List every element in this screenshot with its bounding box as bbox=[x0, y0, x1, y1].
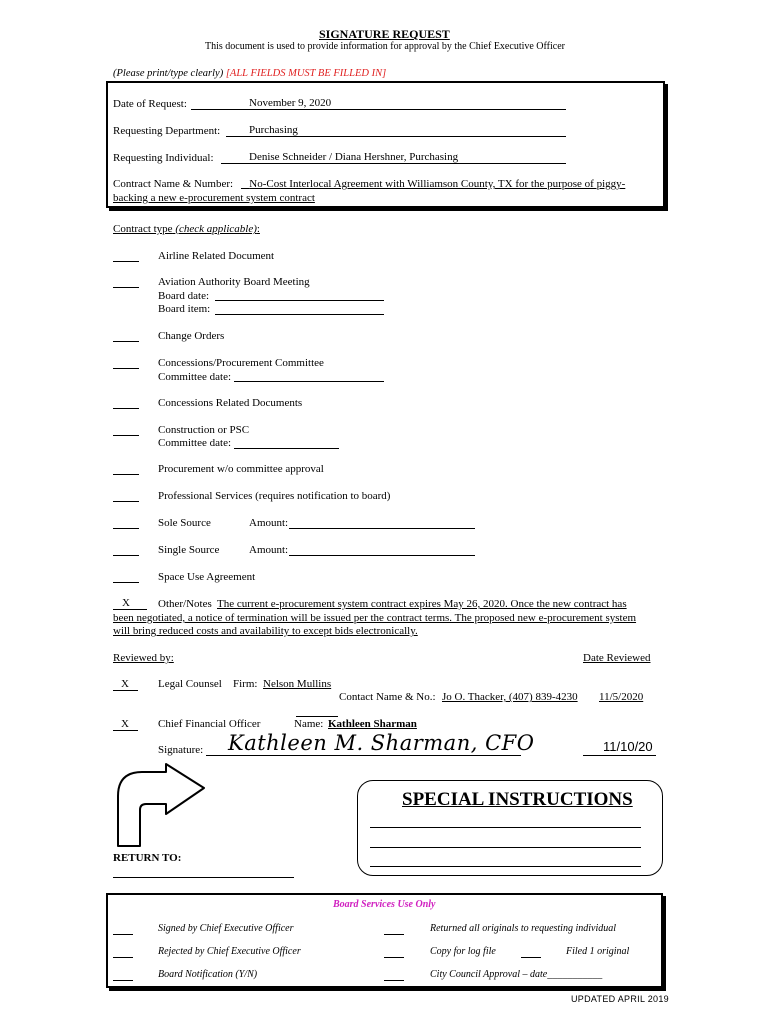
firm-value[interactable]: Nelson Mullins bbox=[263, 678, 332, 690]
cfo-signature: Kathleen M. Sharman, CFO bbox=[228, 731, 535, 755]
construction-committee-date-label: Committee date: bbox=[158, 437, 232, 449]
checkbox-single-source[interactable] bbox=[113, 555, 139, 556]
checkbox-returned-originals[interactable] bbox=[384, 934, 404, 935]
item-airline-label: Airline Related Document bbox=[158, 250, 275, 262]
other-notes-label: Other/Notes bbox=[158, 598, 212, 610]
contract-type-heading-text: Contract type bbox=[113, 223, 173, 235]
single-source-amount-field[interactable] bbox=[289, 555, 475, 556]
requesting-individual-label: Requesting Individual: bbox=[113, 152, 214, 164]
cfo-name-label: Name: bbox=[294, 718, 324, 730]
sole-source-amount-field[interactable] bbox=[289, 528, 475, 529]
item-single-source-label: Single Source bbox=[158, 544, 220, 556]
board-services-title: Board Services Use Only bbox=[333, 899, 436, 910]
concessions-committee-date-field[interactable] bbox=[234, 381, 384, 382]
checkbox-change-orders[interactable] bbox=[113, 341, 139, 342]
required-note: [ALL FIELDS MUST BE FILLED IN] bbox=[225, 68, 387, 79]
item-space-use-label: Space Use Agreement bbox=[158, 571, 256, 583]
contract-type-heading-note: (check applicable) bbox=[175, 223, 257, 235]
city-council-label: City Council Approval – date___________ bbox=[430, 969, 603, 980]
item-procurement-no-committee-label: Procurement w/o committee approval bbox=[158, 463, 324, 475]
filed-original-label: Filed 1 original bbox=[566, 946, 630, 957]
checkbox-city-council[interactable] bbox=[384, 980, 404, 981]
cfo-date-field[interactable] bbox=[583, 755, 656, 756]
contract-name-value-line2[interactable]: backing a new e-procurement system contract bbox=[113, 192, 315, 204]
other-notes-line2[interactable]: been negotiated, a notice of termination will be issued per the contract terms. The proposed new e-procurement system bbox=[113, 612, 637, 624]
other-notes-mark: X bbox=[122, 597, 130, 609]
checkbox-cfo[interactable] bbox=[113, 718, 138, 731]
checkbox-signed-ceo[interactable] bbox=[113, 934, 133, 935]
special-instructions-title: SPECIAL INSTRUCTIONS bbox=[402, 789, 633, 810]
checkbox-space-use[interactable] bbox=[113, 582, 139, 583]
print-note-text: (Please print/type clearly) bbox=[113, 68, 224, 79]
board-date-field[interactable] bbox=[215, 300, 384, 301]
item-aviation-board-label: Aviation Authority Board Meeting bbox=[158, 276, 310, 288]
contract-name-value-text: No-Cost Interlocal Agreement with Williamson County, TX for the purpose of piggy- bbox=[249, 178, 626, 190]
rejected-ceo-label: Rejected by Chief Executive Officer bbox=[158, 946, 301, 957]
other-notes-line1[interactable]: The current e-procurement system contract expires May 26, 2020. Once the new contract has bbox=[217, 598, 627, 610]
checkbox-airline[interactable] bbox=[113, 261, 139, 262]
item-professional-services-label: Professional Services (requires notification to board) bbox=[158, 490, 391, 502]
legal-review-date[interactable]: 11/5/2020 bbox=[599, 691, 644, 703]
item-change-orders-label: Change Orders bbox=[158, 330, 225, 342]
checkbox-other-notes[interactable] bbox=[113, 597, 147, 610]
cfo-mark: X bbox=[121, 718, 129, 730]
requesting-department-label: Requesting Department: bbox=[113, 125, 221, 137]
cfo-label: Chief Financial Officer bbox=[158, 718, 261, 730]
return-to-field[interactable] bbox=[113, 877, 294, 878]
board-item-field[interactable] bbox=[215, 314, 384, 315]
contract-type-heading-colon: : bbox=[256, 223, 260, 235]
checkbox-concessions-docs[interactable] bbox=[113, 408, 139, 409]
checkbox-sole-source[interactable] bbox=[113, 528, 139, 529]
item-sole-source-label: Sole Source bbox=[158, 517, 211, 529]
firm-label: Firm: bbox=[233, 678, 258, 690]
other-notes-line3[interactable]: will bring reduced costs and availability to except bids electronically. bbox=[113, 625, 418, 637]
contact-name-label: Contact Name & No.: bbox=[339, 691, 436, 703]
return-to-label: RETURN TO: bbox=[113, 852, 182, 864]
return-arrow-icon bbox=[112, 762, 212, 862]
returned-originals-label: Returned all originals to requesting individual bbox=[430, 923, 617, 934]
document-subtitle: This document is used to provide information for approval by the Chief Executive Officer bbox=[205, 41, 565, 52]
special-instructions-line-1[interactable] bbox=[370, 827, 641, 828]
checkbox-aviation-board[interactable] bbox=[113, 287, 139, 288]
sole-source-amount-label: Amount: bbox=[249, 517, 289, 529]
checkbox-legal-counsel[interactable] bbox=[113, 678, 138, 691]
cfo-name-value[interactable]: Kathleen Sharman bbox=[328, 718, 417, 730]
date-of-request-label: Date of Request: bbox=[113, 98, 187, 110]
date-of-request-field[interactable] bbox=[191, 97, 566, 110]
contact-name-value[interactable]: Jo O. Thacker, (407) 839-4230 bbox=[442, 691, 578, 703]
board-date-label: Board date: bbox=[158, 290, 210, 302]
special-instructions-line-3[interactable] bbox=[370, 866, 641, 867]
special-instructions-line-2[interactable] bbox=[370, 847, 641, 848]
date-of-request-value: November 9, 2020 bbox=[249, 97, 332, 109]
checkbox-procurement-no-committee[interactable] bbox=[113, 474, 139, 475]
item-concessions-committee-label: Concessions/Procurement Committee bbox=[158, 357, 324, 369]
checkbox-construction-psc[interactable] bbox=[113, 435, 139, 436]
checkbox-concessions-committee[interactable] bbox=[113, 368, 139, 369]
checkbox-board-notification[interactable] bbox=[113, 980, 133, 981]
checkbox-copy-log[interactable] bbox=[384, 957, 404, 958]
item-construction-psc-label: Construction or PSC bbox=[158, 424, 250, 436]
print-note bbox=[113, 68, 386, 79]
requesting-individual-value: Denise Schneider / Diana Hershner, Purchasing bbox=[249, 151, 459, 163]
requesting-department-field[interactable] bbox=[226, 124, 566, 137]
signature-field[interactable] bbox=[206, 755, 521, 756]
firm-value-underline-ext bbox=[296, 716, 338, 717]
contract-name-value-line1[interactable] bbox=[241, 178, 625, 190]
legal-counsel-mark: X bbox=[121, 678, 129, 690]
contract-type-heading bbox=[113, 223, 260, 235]
concessions-committee-date-label: Committee date: bbox=[158, 371, 232, 383]
board-notification-label: Board Notification (Y/N) bbox=[158, 969, 258, 980]
document-title: SIGNATURE REQUEST bbox=[319, 27, 450, 41]
checkbox-professional-services[interactable] bbox=[113, 501, 139, 502]
construction-committee-date-field[interactable] bbox=[234, 448, 339, 449]
date-reviewed-label: Date Reviewed bbox=[583, 652, 651, 664]
single-source-amount-label: Amount: bbox=[249, 544, 289, 556]
cfo-review-date: 11/10/20 bbox=[603, 739, 653, 754]
contract-name-label: Contract Name & Number: bbox=[113, 178, 234, 190]
requesting-individual-field[interactable] bbox=[221, 151, 566, 164]
checkbox-rejected-ceo[interactable] bbox=[113, 957, 133, 958]
requesting-department-value: Purchasing bbox=[249, 124, 298, 136]
checkbox-filed-original[interactable] bbox=[521, 957, 541, 958]
item-concessions-docs-label: Concessions Related Documents bbox=[158, 397, 303, 409]
updated-date: UPDATED APRIL 2019 bbox=[571, 994, 669, 1004]
reviewed-by-label: Reviewed by: bbox=[113, 652, 174, 664]
signed-ceo-label: Signed by Chief Executive Officer bbox=[158, 923, 294, 934]
copy-log-label: Copy for log file bbox=[430, 946, 496, 957]
board-item-label: Board item: bbox=[158, 303, 211, 315]
signature-label: Signature: bbox=[158, 744, 204, 756]
legal-counsel-label: Legal Counsel bbox=[158, 678, 222, 690]
